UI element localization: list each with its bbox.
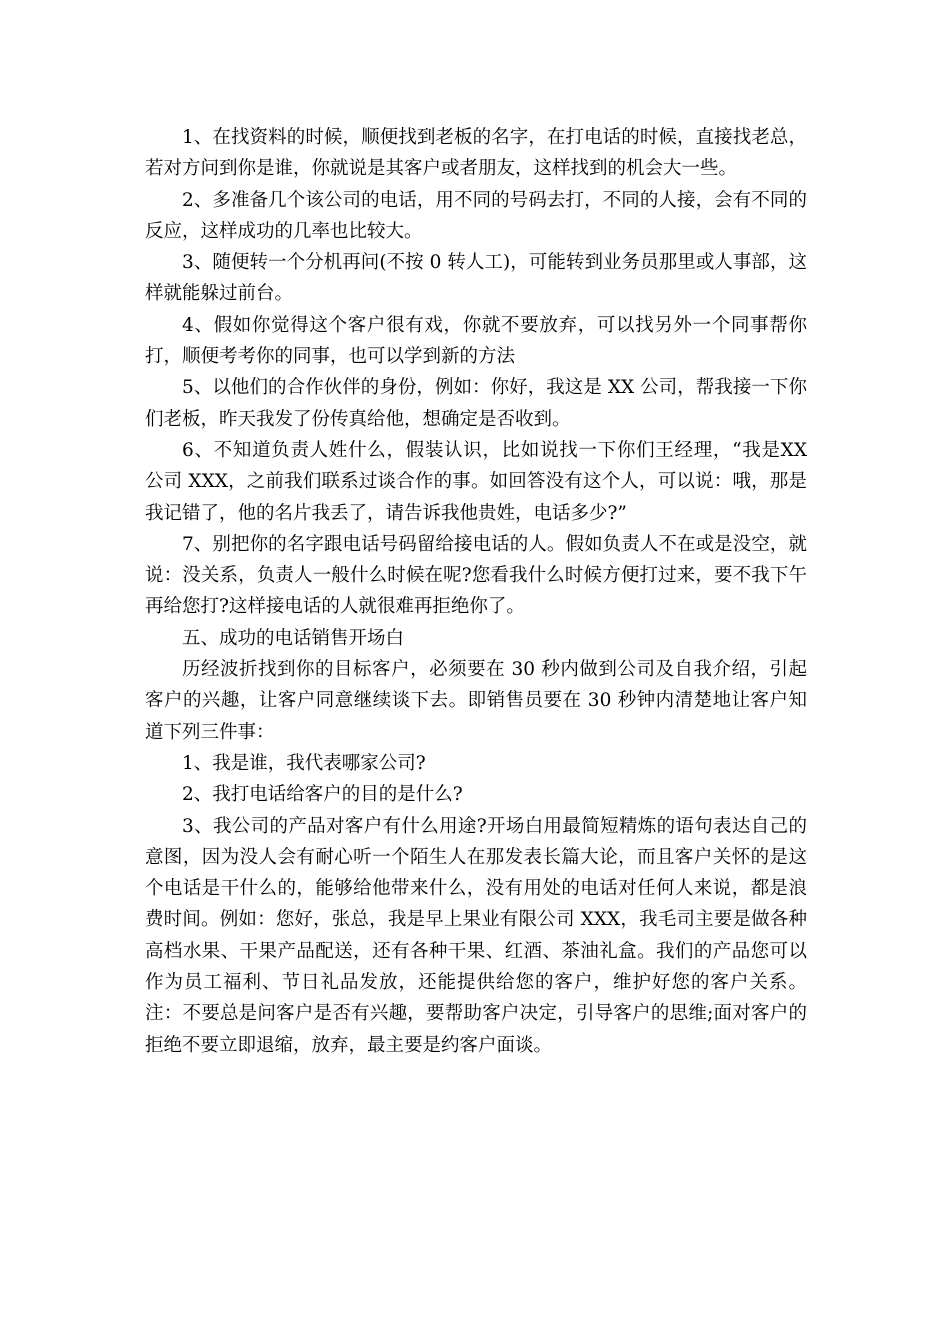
- paragraph-point-3: 3、我公司的产品对客户有什么用途?开场白用最简短精炼的语句表达自己的意图，因为没人会有耐心听一个陌生人在那发表长篇大论，而且客户关怀的是这个电话是干什么的，能够给他带来什么，没有用处的电话对任何人来说，都是浪费时间。例如：您好，张总，我是早上果业有限公司 XXX，我毛司主要是做各种高档水果、干果产品配送，还有各种干果、红酒、茶油礼盒。我们的产品您可以作为员工福利、节日礼品发放，还能提供给您的客户，维护好您的客户关系。注：不要总是问客户是否有兴趣，要帮助客户决定，引导客户的思维;面对客户的拒绝不要立即退缩，放弃，最主要是约客户面谈。: [145, 815, 807, 1056]
- paragraph-tip-3: 3、随便转一个分机再问(不按 0 转人工)，可能转到业务员那里或人事部，这样就能躲过前台。: [145, 252, 807, 305]
- paragraph-tip-1: 1、在找资料的时候，顺便找到老板的名字，在打电话的时候，直接找老总，若对方问到你是谁，你就说是其客户或者朋友，这样找到的机会大一些。: [145, 127, 807, 180]
- section-heading: 五、成功的电话销售开场白: [182, 627, 405, 649]
- paragraph-tip-4: 4、假如你觉得这个客户很有戏，你就不要放弃，可以找另外一个同事帮你打，顺便考考你的同事，也可以学到新的方法: [145, 314, 807, 368]
- paragraph-point-1: 1、我是谁，我代表哪家公司?: [182, 752, 426, 774]
- paragraph-tip-2: 2、多准备几个该公司的电话，用不同的号码去打，不同的人接，会有不同的反应，这样成功的几率也比较大。: [145, 189, 807, 242]
- paragraph-tip-6: 6、不知道负责人姓什么，假装认识，比如说找一下你们王经理，“我是XX 公司 XXX，之前我们联系过谈合作的事。如回答没有这个人，可以说：哦，那是我记错了，他的名片我丢了，请告诉我他贵姓，电话多少?”: [145, 439, 807, 524]
- document-page: [145, 122, 807, 1061]
- paragraph-intro: 历经波折找到你的目标客户，必须要在 30 秒内做到公司及自我介绍，引起客户的兴趣，让客户同意继续谈下去。即销售员要在 30 秒钟内清楚地让客户知道下列三件事：: [145, 659, 807, 743]
- paragraph-tip-7: 7、别把你的名字跟电话号码留给接电话的人。假如负责人不在或是没空，就说：没关系，负责人一般什么时候在呢?您看我什么时候方便打过来，要不我下午再给您打?这样接电话的人就很难再拒绝你了。: [145, 533, 807, 618]
- paragraph-tip-5: 5、以他们的合作伙伴的身份，例如：你好，我这是 XX 公司，帮我接一下你们老板，昨天我发了份传真给他，想确定是否收到。: [145, 377, 807, 430]
- paragraph-point-2: 2、我打电话给客户的目的是什么?: [182, 784, 463, 806]
